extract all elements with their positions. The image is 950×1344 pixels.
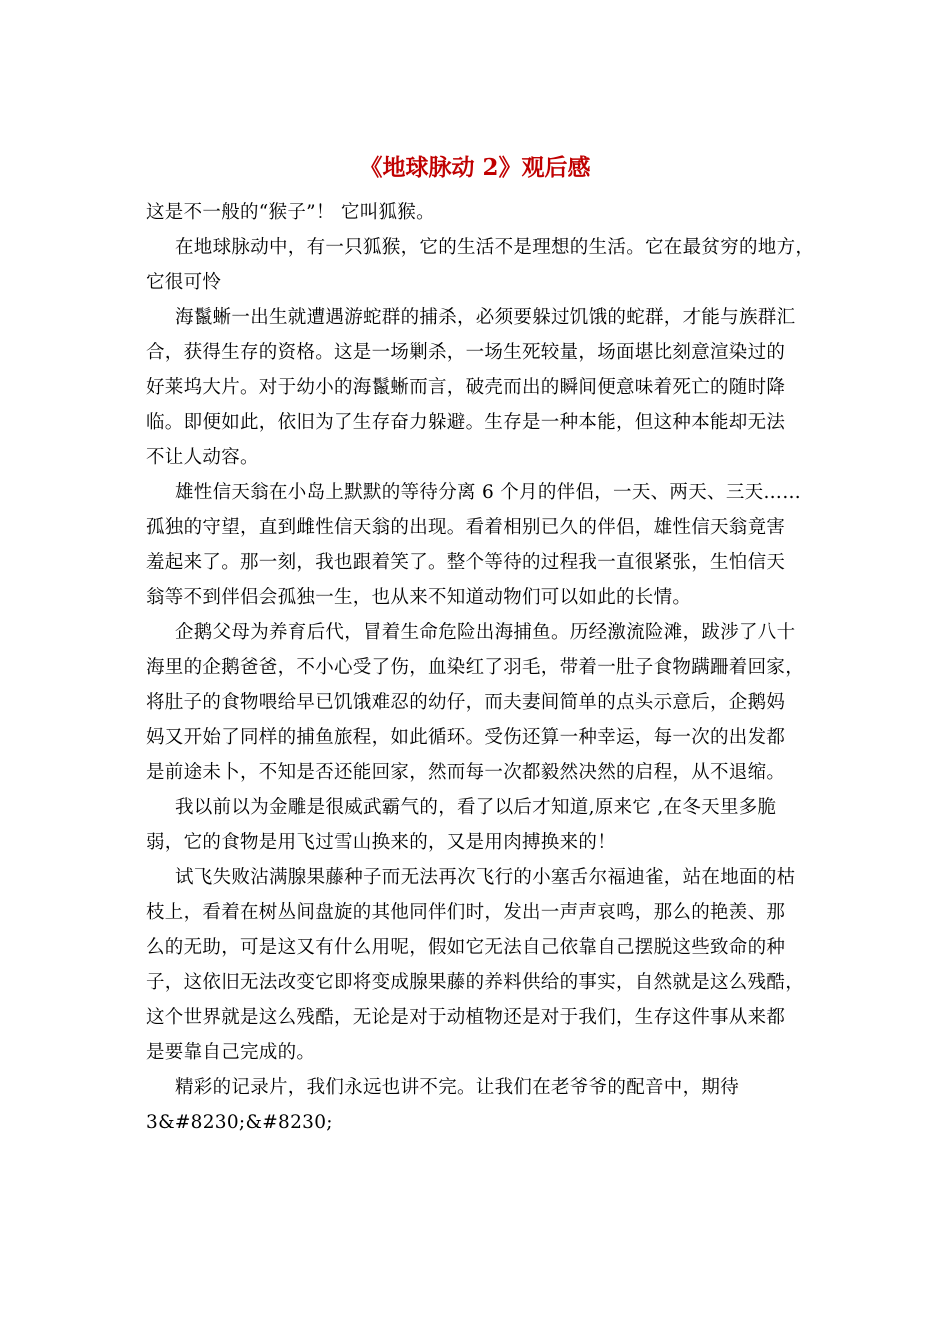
page-title: 《地球脉动 2》观后感 (359, 154, 591, 181)
text-line: 它很可怜 (146, 272, 222, 293)
text-line: 是前途未卜，不知是否还能回家，然而每一次都毅然决然的启程，从不退缩。 (146, 762, 786, 783)
text-line: 将肚子的食物喂给早已饥饿难忍的幼仔，而夫妻间简单的点头示意后，企鹅妈 (146, 692, 786, 713)
text-line: 合，获得生存的资格。这是一场剿杀，一场生死较量，场面堪比刻意渲染过的 (146, 342, 786, 363)
text-line: 孤独的守望，直到雌性信天翁的出现。看着相别已久的伴侣，雄性信天翁竟害 (146, 517, 786, 538)
text-line: 弱，它的食物是用飞过雪山换来的，又是用肉搏换来的！ (146, 832, 617, 853)
text-line: 3&#8230;&#8230; (146, 1112, 333, 1133)
text-line: 是要靠自己完成的。 (146, 1042, 316, 1063)
text-line: 精彩的记录片，我们永远也讲不完。让我们在老爷爷的配音中，期待 (175, 1077, 740, 1098)
text-line: 翁等不到伴侣会孤独一生，也从来不知道动物们可以如此的长情。 (146, 587, 692, 608)
text-line: 这个世界就是这么残酷，无论是对于动植物还是对于我们，生存这件事从来都 (146, 1007, 786, 1028)
text-line: 子，这依旧无法改变它即将变成腺果藤的养料供给的事实，自然就是这么残酷， (146, 972, 805, 993)
text-line: 海鬣蜥一出生就遭遇游蛇群的捕杀，必须要躲过饥饿的蛇群，才能与族群汇 (175, 307, 796, 328)
text-line: 企鹅父母为养育后代，冒着生命危险出海捕鱼。历经激流险滩，跋涉了八十 (175, 622, 796, 643)
text-line: 这是不一般的“猴子”！ 它叫狐猴。 (146, 202, 435, 223)
text-line: 妈又开始了同样的捕鱼旅程，如此循环。受伤还算一种幸运，每一次的出发都 (146, 727, 786, 748)
text-line: 么的无助，可是这又有什么用呢，假如它无法自己依靠自己摆脱这些致命的种 (146, 937, 786, 958)
text-line: 试飞失败沾满腺果藤种子而无法再次飞行的小塞舌尔福迪雀，站在地面的枯 (175, 867, 796, 888)
text-line: 羞起来了。那一刻，我也跟着笑了。整个等待的过程我一直很紧张，生怕信天 (146, 552, 786, 573)
text-line: 临。即便如此，依旧为了生存奋力躲避。生存是一种本能，但这种本能却无法 (146, 412, 786, 433)
text-line: 在地球脉动中，有一只狐猴，它的生活不是理想的生活。它在最贫穷的地方， (175, 237, 815, 258)
text-line: 好莱坞大片。对于幼小的海鬣蜥而言，破壳而出的瞬间便意味着死亡的随时降 (146, 377, 786, 398)
text-line: 雄性信天翁在小岛上默默的等待分离 6 个月的伴侣，一天、两天、三天…… (175, 482, 802, 503)
text-line: 不让人动容。 (146, 447, 259, 468)
text-line: 我以前以为金雕是很威武霸气的，看了以后才知道,原来它 ,在冬天里多脆 (175, 797, 777, 818)
text-line: 枝上，看着在树丛间盘旋的其他同伴们时，发出一声声哀鸣，那么的艳羡、那 (146, 902, 786, 923)
text-line: 海里的企鹅爸爸，不小心受了伤，血染红了羽毛，带着一肚子食物蹒跚着回家， (146, 657, 805, 678)
